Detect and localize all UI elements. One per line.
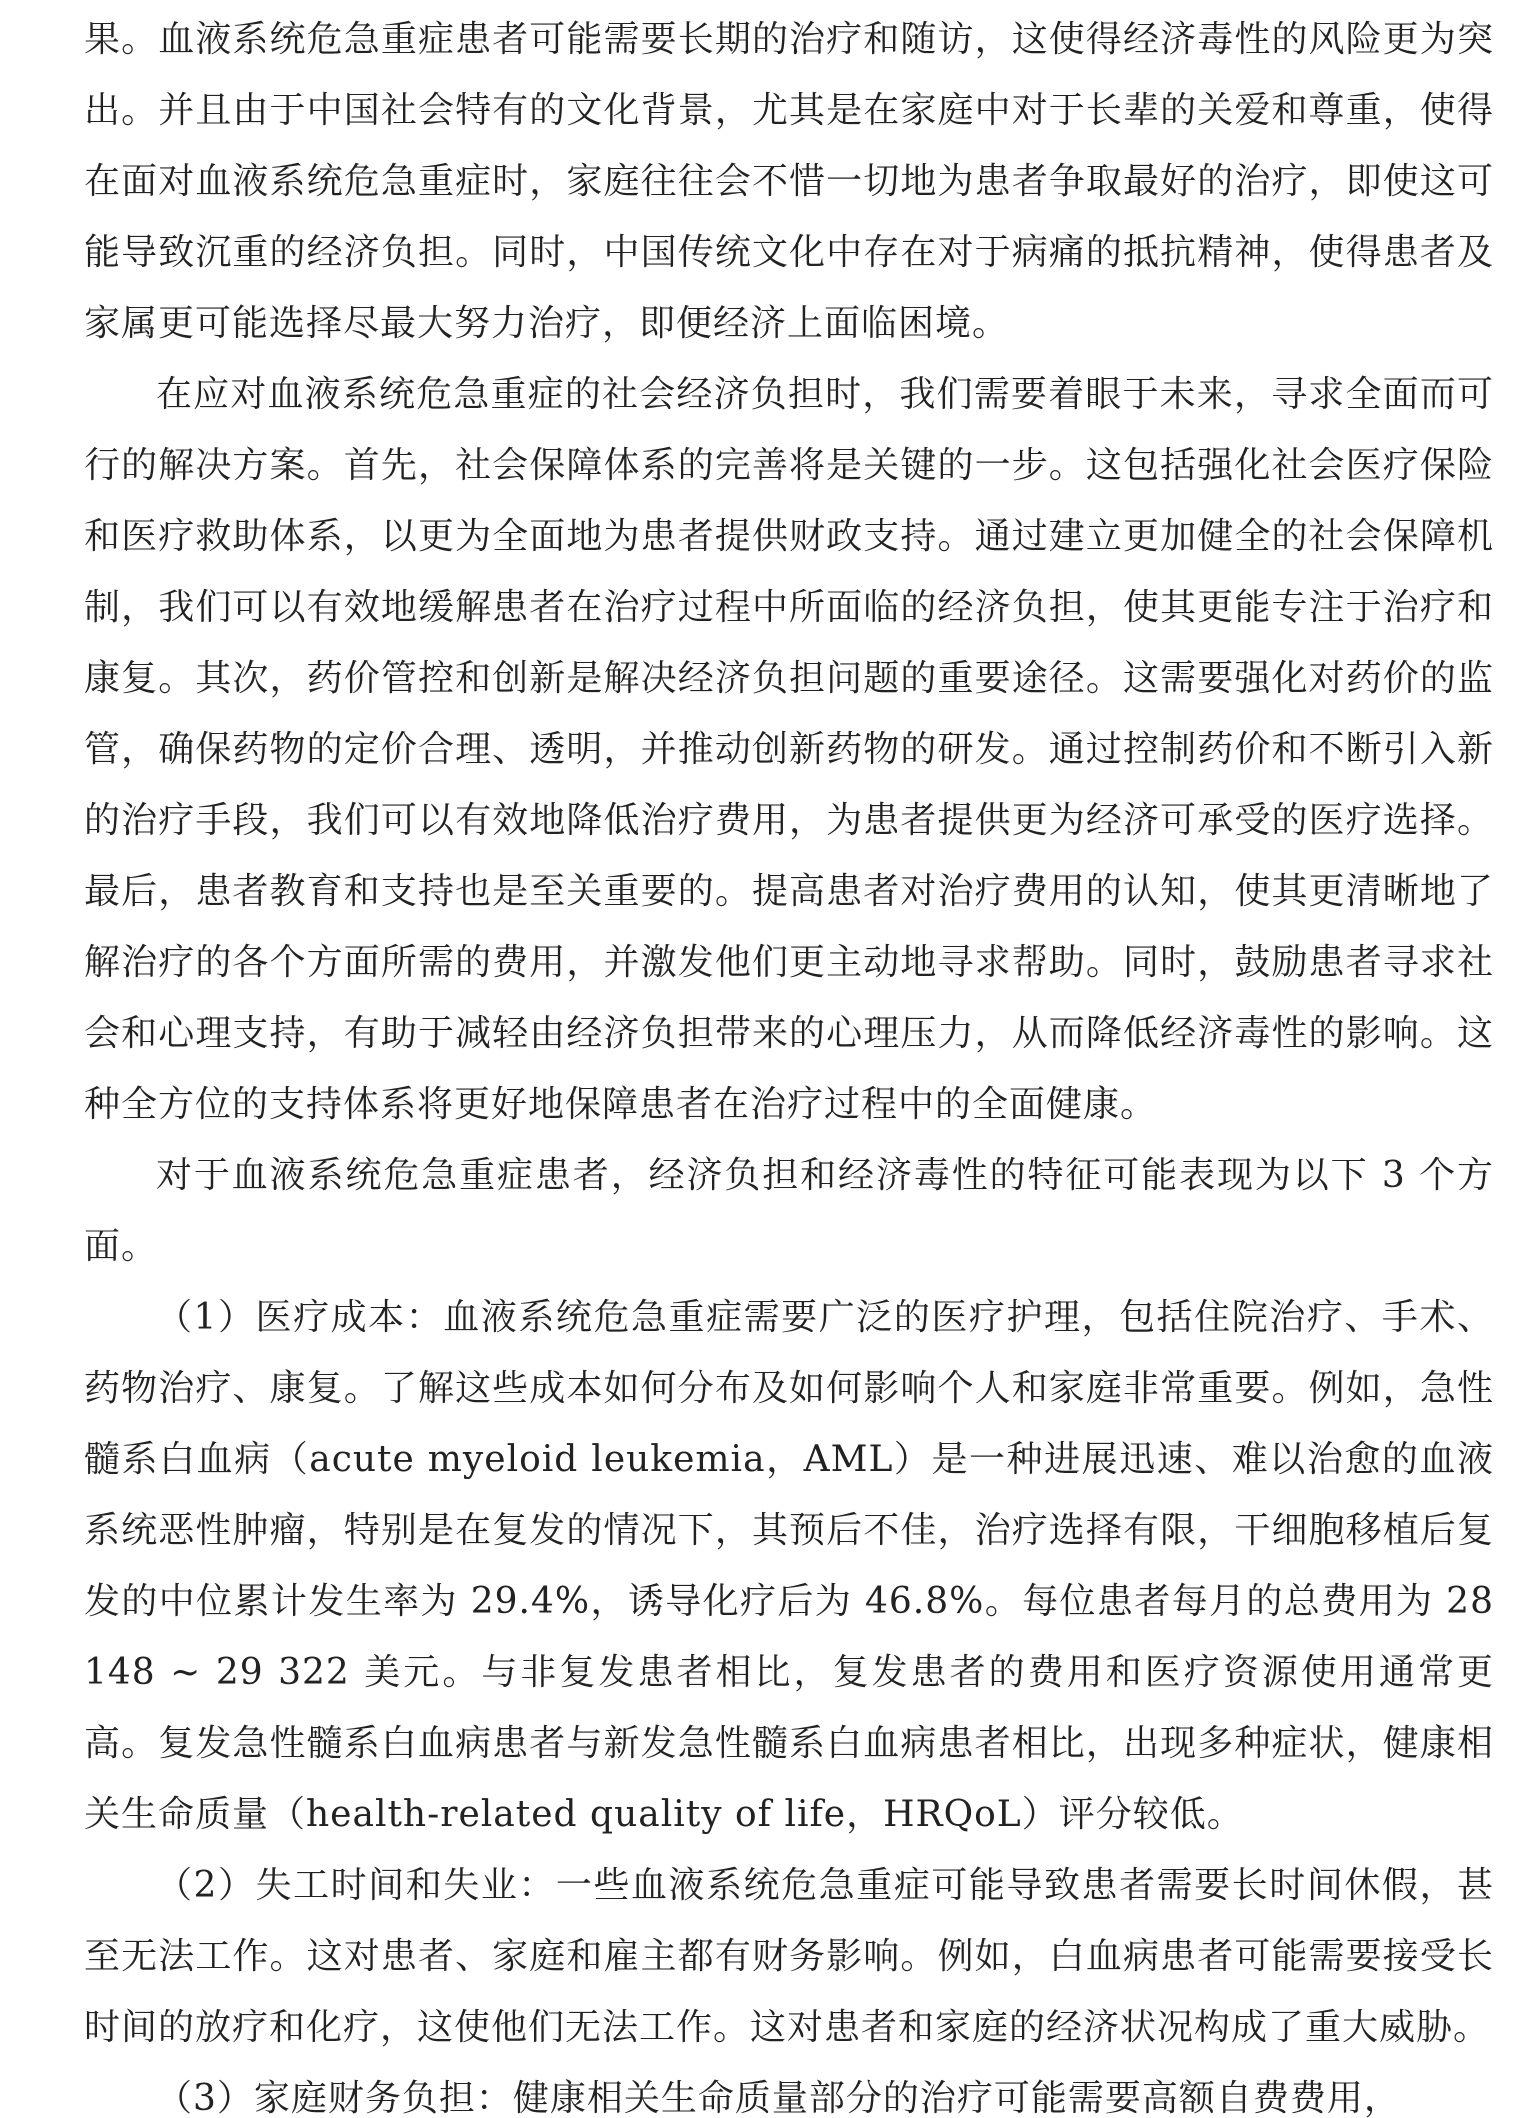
- document-page: [84, 0, 1494, 2118]
- paragraph-features-intro: 对于血液系统危急重症患者，经济负担和经济毒性的特征可能表现为以下 3 个方面。: [84, 1155, 1494, 1267]
- paragraph-solutions: 在应对血液系统危急重症的社会经济负担时，我们需要着眼于未来，寻求全面而可行的解决方案。首先，社会保障体系的完善将是关键的一步。这包括强化社会医疗保险和医疗救助体系，以更为全面地为患者提供财政支持。通过建立更加健全的社会保障机制，我们可以有效地缓解患者在治疗过程中所面临的经济负担，使其更能专注于治疗和康复。其次，药价管控和创新是解决经济负担问题的重要途径。这需要强化对药价的监管，确保药物的定价合理、透明，并推动创新药物的研发。通过控制药价和不断引入新的治疗手段，我们可以有效地降低治疗费用，为患者提供更为经济可承受的医疗选择。最后，患者教育和支持也是至关重要的。提高患者对治疗费用的认知，使其更清晰地了解治疗的各个方面所需的费用，并激发他们更主动地寻求帮助。同时，鼓励患者寻求社会和心理支持，有助于减轻由经济负担带来的心理压力，从而降低经济毒性的影响。这种全方位的支持体系将更好地保障患者在治疗过程中的全面健康。: [84, 374, 1494, 1125]
- paragraph-continuation: 果。血液系统危急重症患者可能需要长期的治疗和随访，这使得经济毒性的风险更为突出。并且由于中国社会特有的文化背景，尤其是在家庭中对于长辈的关爱和尊重，使得在面对血液系统危急重症时，家庭往往会不惜一切地为患者争取最好的治疗，即使这可能导致沉重的经济负担。同时，中国传统文化中存在对于病痛的抵抗精神，使得患者及家属更可能选择尽最大努力治疗，即便经济上面临困境。: [84, 19, 1494, 344]
- list-item-medical-cost: （1）医疗成本：血液系统危急重症需要广泛的医疗护理，包括住院治疗、手术、药物治疗、康复。了解这些成本如何分布及如何影响个人和家庭非常重要。例如，急性髓系白血病（acute myeloid leukemia，AML）是一种进展迅速、难以治愈的血液系统恶性肿瘤，特别是在复发的情况下，其预后不佳，治疗选择有限，干细胞移植后复发的中位累计发生率为 29.4%，诱导化疗后为 46.8%。每位患者每月的总费用为 28 148 ~ 29 322 美元。与非复发患者相比，复发患者的费用和医疗资源使用通常更高。复发急性髓系白血病患者与新发急性髓系白血病患者相比，出现多种症状，健康相关生命质量（health-related quality of life，HRQoL）评分较低。: [84, 1297, 1494, 1835]
- list-item-unemployment: （2）失工时间和失业：一些血液系统危急重症可能导致患者需要长时间休假，甚至无法工作。这对患者、家庭和雇主都有财务影响。例如，白血病患者可能需要接受长时间的放疗和化疗，这使他们无法工作。这对患者和家庭的经济状况构成了重大威胁。: [84, 1865, 1494, 2048]
- list-item-family-burden: （3）家庭财务负担：健康相关生命质量部分的治疗可能需要高额自费费用，: [156, 2078, 1401, 2118]
